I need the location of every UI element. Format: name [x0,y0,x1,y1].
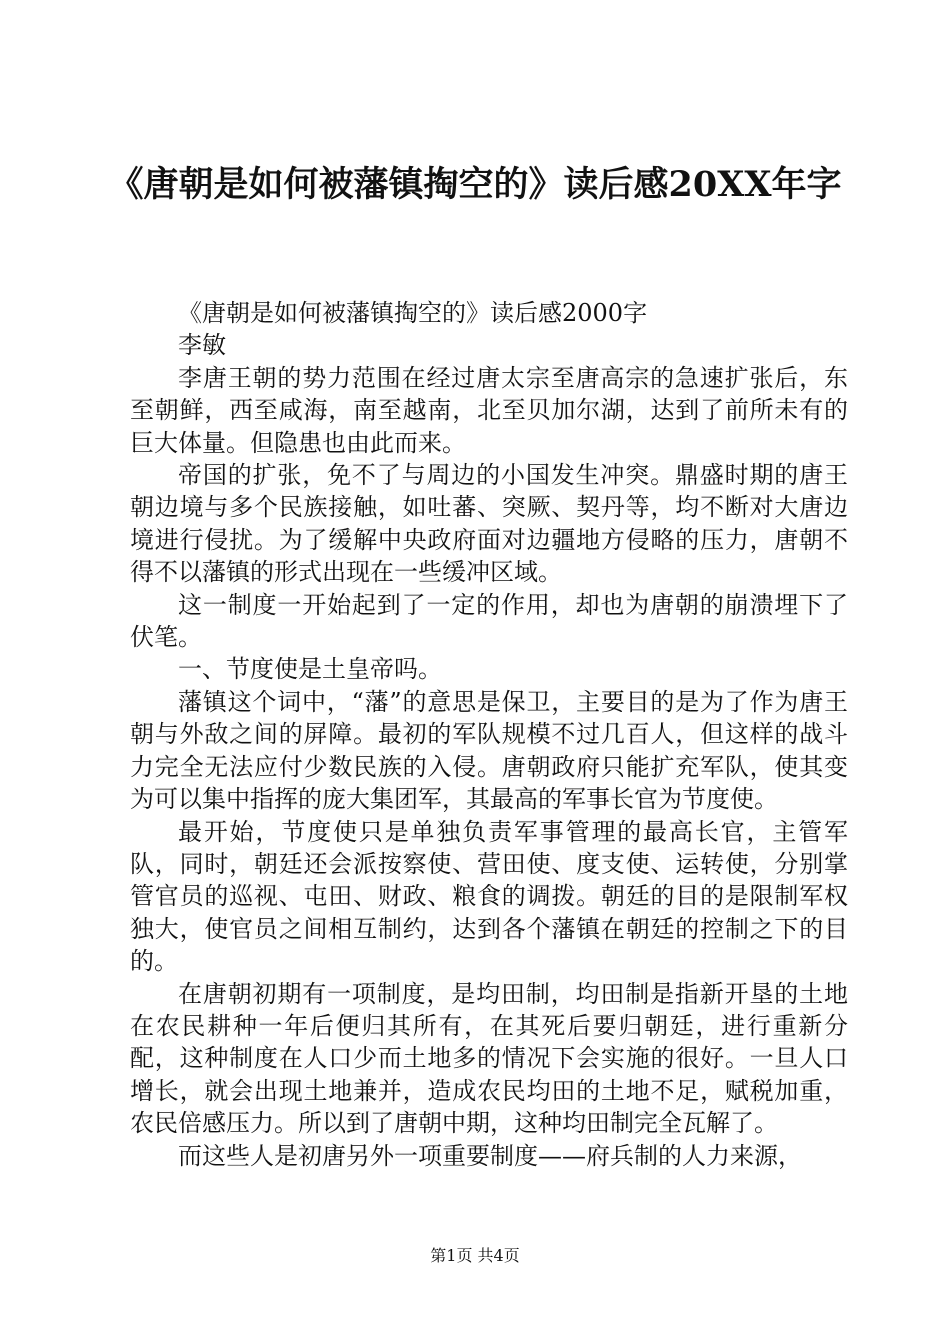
paragraph: 帝国的扩张，免不了与周边的小国发生冲突。鼎盛时期的唐王朝边境与多个民族接触，如吐蕃、突厥、契丹等，均不断对大唐边境进行侵扰。为了缓解中央政府面对边疆地方侵略的压力，唐朝不得不以藩镇的形式出现在一些缓冲区域。 [130,461,848,587]
paragraph: 在唐朝初期有一项制度，是均田制，均田制是指新开垦的土地在农民耕种一年后便归其所有，在其死后要归朝廷，进行重新分配，这种制度在人口少而土地多的情况下会实施的很好。一旦人口增长，就会出现土地兼并，造成农民均田的土地不足，赋税加重，农民倍感压力。所以到了唐朝中期，这种均田制完全瓦解了。 [130,979,848,1138]
paragraph: 这一制度一开始起到了一定的作用，却也为唐朝的崩溃埋下了伏笔。 [130,590,848,652]
document-title: 《唐朝是如何被藩镇掏空的》读后感20XX年字 [108,164,842,205]
paragraph: 李唐王朝的势力范围在经过唐太宗至唐高宗的急速扩张后，东至朝鲜，西至咸海，南至越南，北至贝加尔湖，达到了前所未有的巨大体量。但隐患也由此而来。 [130,363,848,457]
paragraph-author: 李敏 [178,331,226,360]
section-heading: 一、节度使是土皇帝吗。 [178,655,442,684]
document-body [130,297,848,1172]
page-number-footer: 第1页 共4页 [430,1246,520,1265]
paragraph: 最开始，节度使只是单独负责军事管理的最高长官，主管军队，同时，朝廷还会派按察使、营田使、度支使、运转使，分别掌管官员的巡视、屯田、财政、粮食的调拨。朝廷的目的是限制军权独大，使官员之间相互制约，达到各个藩镇在朝廷的控制之下的目的。 [130,817,848,976]
paragraph-subtitle: 《唐朝是如何被藩镇掏空的》读后感2000字 [178,299,648,327]
paragraph: 而这些人是初唐另外一项重要制度——府兵制的人力来源， [178,1141,802,1170]
paragraph: 藩镇这个词中，“藩”的意思是保卫，主要目的是为了作为唐王朝与外敌之间的屏障。最初的军队规模不过几百人，但这样的战斗力完全无法应付少数民族的入侵。唐朝政府只能扩充军队，使其变为可以集中指挥的庞大集团军，其最高的军事长官为节度使。 [130,687,848,814]
